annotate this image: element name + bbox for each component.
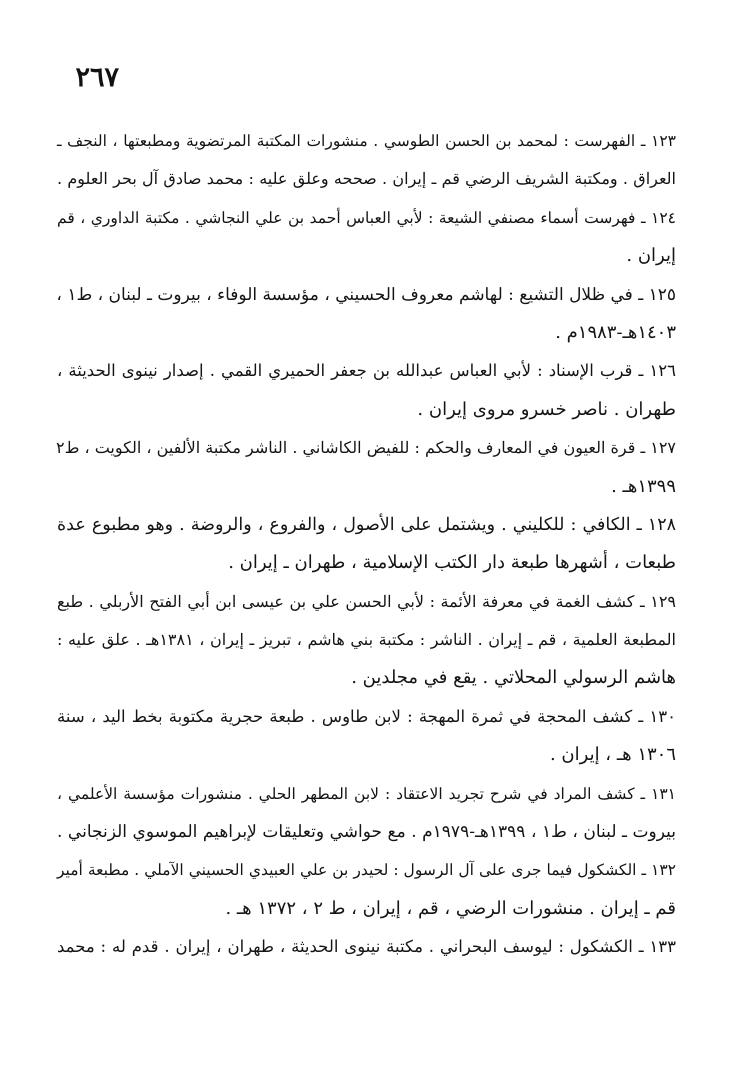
page-number: ٢٦٧ [75,62,119,93]
text-line: هاشم الرسولي المحلاتي . يقع في مجلدين . [351,667,676,689]
text-line: ١٢٥ ـ في ظلال التشيع : لهاشم معروف الحسيني ، مؤسسة الوفاء ، بيروت ـ لبنان ، ط١ ، [56,284,676,305]
text-line: ١٣٠ ـ كشف المحجة في ثمرة المهجة : لابن طاوس . طبعة حجرية مكتوبة بخط اليد ، سنة [57,706,676,726]
text-line: ١٣٣ ـ الكشكول : ليوسف البحراني . مكتبة نينوى الحديثة ، طهران ، إيران . قدم له : محمد [57,937,676,957]
text-line: إيران . [626,245,676,267]
text-line: بيروت ـ لبنان ، ط١ ، ١٣٩٩هـ-١٩٧٩م . مع حواشي وتعليقات لإبراهيم الموسوي الزنجاني . [57,822,676,843]
text-line: ١٣٩٩هـ . [611,475,676,497]
text-line: ١٢٤ ـ فهرست أسماء مصنفي الشيعة : لأبي العباس أحمد بن علي النجاشي . مكتبة الداوري ، قم [57,208,676,227]
text-line: ١٢٣ ـ الفهرست : لمحمد بن الحسن الطوسي . منشورات المكتبة المرتضوية ومطبعتها ، النجف ـ [57,132,676,150]
text-line: ١٣٢ ـ الكشكول فيما جرى على آل الرسول : لحيدر بن علي العبيدي الحسيني الآملي . مطبعة أمير [57,861,676,880]
text-line: ١٢٩ ـ كشف الغمة في معرفة الأئمة : لأبي الحسن علي بن عيسى ابن أبي الفتح الأربلي . طبع [57,591,676,611]
text-line: طبعات ، أشهرها طبعة دار الكتب الإسلامية ، طهران ـ إيران . [228,552,676,574]
text-line: ١٢٨ ـ الكافي : للكليني . ويشتمل على الأصول ، والفروع ، والروضة . وهو مطبوع عدة [57,514,676,535]
text-line: المطبعة العلمية ، قم ـ إيران . الناشر : مكتبة بني هاشم ، تبريز ـ إيران ، ١٣٨١هـ . علق عليه : [57,630,676,650]
text-line: ١٣١ ـ كشف المراد في شرح تجريد الاعتقاد : لابن المطهر الحلي . منشورات مؤسسة الأعلمي ، [57,784,676,803]
text-line: ١٣٠٦ هـ ، إيران . [549,744,676,766]
text-line: قم ـ إيران . منشورات الرضي ، قم ، إيران ، ط ٢ ، ١٣٧٢ هـ . [225,897,676,919]
text-line: ١٢٧ ـ قرة العيون في المعارف والحكم : للفيض الكاشاني . الناشر مكتبة الألفين ، الكويت ، ط٢ [55,438,676,458]
text-line: طهران . ناصر خسرو مروى إيران . [417,398,676,420]
text-line: ١٤٠٣هـ-١٩٨٣م . [555,321,676,343]
bibliography-list [57,127,676,972]
text-line: ١٢٦ ـ قرب الإسناد : لأبي العباس عبدالله بن جعفر الحميري القمي . إصدار نينوى الحديثة ، [57,361,676,381]
text-line: العراق . ومكتبة الشريف الرضي قم ـ إيران . صححه وعلق عليه : محمد صادق آل بحر العلوم . [57,169,677,189]
